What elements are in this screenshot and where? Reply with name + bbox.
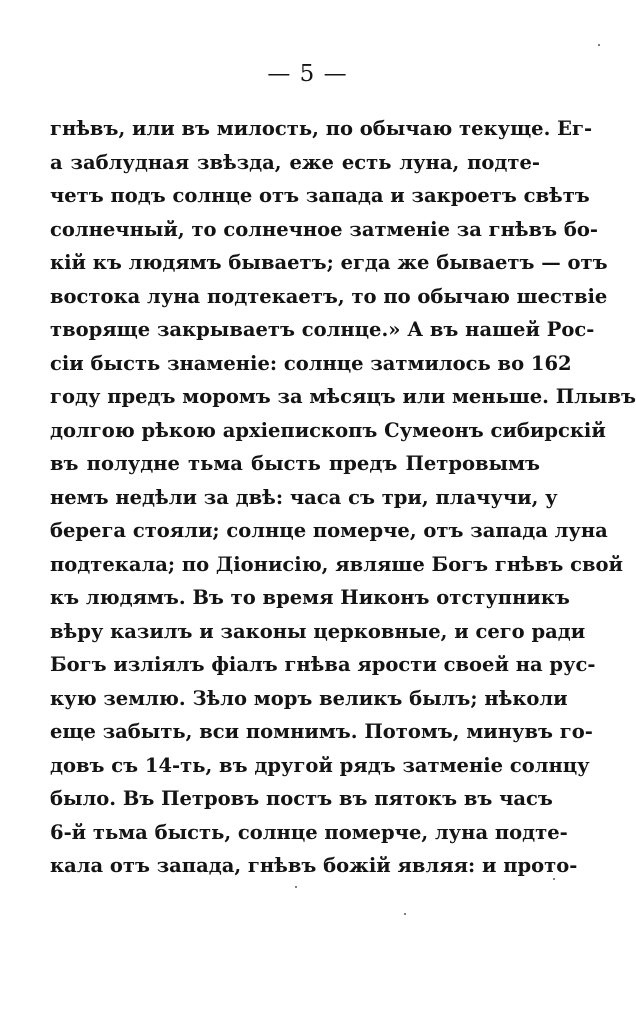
text-line: кала отъ запада, гнѣвъ божій являя: и прото- — [50, 854, 578, 877]
text-line: четъ подъ солнце отъ запада и закроетъ свѣтъ — [50, 184, 590, 207]
text-line: гнѣвъ, или въ милость, по обычаю текуще. Ег- — [50, 117, 593, 140]
text-line: Богъ изліялъ фіалъ гнѣва ярости своей на рус- — [50, 653, 596, 676]
text-line: вѣру казилъ и законы церковные, и сего ради — [50, 619, 586, 643]
scan-speck — [404, 913, 406, 915]
page-number: — 5 — — [267, 61, 348, 87]
scan-speck — [553, 878, 555, 880]
text-line: подтекала; по Діонисію, являше Богъ гнѣвъ свой — [50, 552, 624, 576]
text-line: еще забыть, вси помнимъ. Потомъ, минувъ го- — [50, 720, 593, 743]
text-line: берега стояли; солнце померче, отъ запада луна — [50, 519, 608, 542]
text-line: довъ съ 14-ть, въ другой рядъ затменіе солнцу — [50, 753, 590, 777]
scan-speck — [598, 44, 600, 46]
text-line: востока луна подтекаетъ, то по обычаю шествіе — [50, 284, 608, 308]
text-line: кую землю. Зѣло моръ великъ былъ; нѣколи — [50, 686, 568, 710]
text-line: въ полудне тьма бысть предъ Петровымъ — [50, 452, 540, 475]
text-line: а заблудная звѣзда, еже есть луна, подте- — [50, 150, 540, 174]
text-line: солнечный, то солнечное затменіе за гнѣвъ бо- — [50, 217, 598, 241]
text-line: творяще закрываетъ солнце.» А въ нашей Рос- — [50, 318, 595, 341]
text-line: году предъ моромъ за мѣсяцъ или меньше. Плывъ — [50, 385, 636, 408]
text-line: немъ недѣли за двѣ: часа съ три, плачучи, у — [50, 485, 558, 509]
text-line: къ людямъ. Въ то время Никонъ отступникъ — [50, 586, 570, 609]
text-line: было. Въ Петровъ постъ въ пятокъ въ часъ — [50, 787, 553, 810]
text-line: долгою рѣкою архіепископъ Сумеонъ сибирскій — [50, 418, 606, 442]
scan-speck — [295, 886, 297, 888]
text-line: кій къ людямъ бываетъ; егда же бываетъ — отъ — [50, 251, 608, 274]
body-text — [50, 112, 636, 883]
text-line: сіи бысть знаменіе: солнце затмилось во 162 — [50, 351, 572, 375]
text-line: 6-й тьма бысть, солнце померче, луна подте- — [50, 820, 568, 844]
